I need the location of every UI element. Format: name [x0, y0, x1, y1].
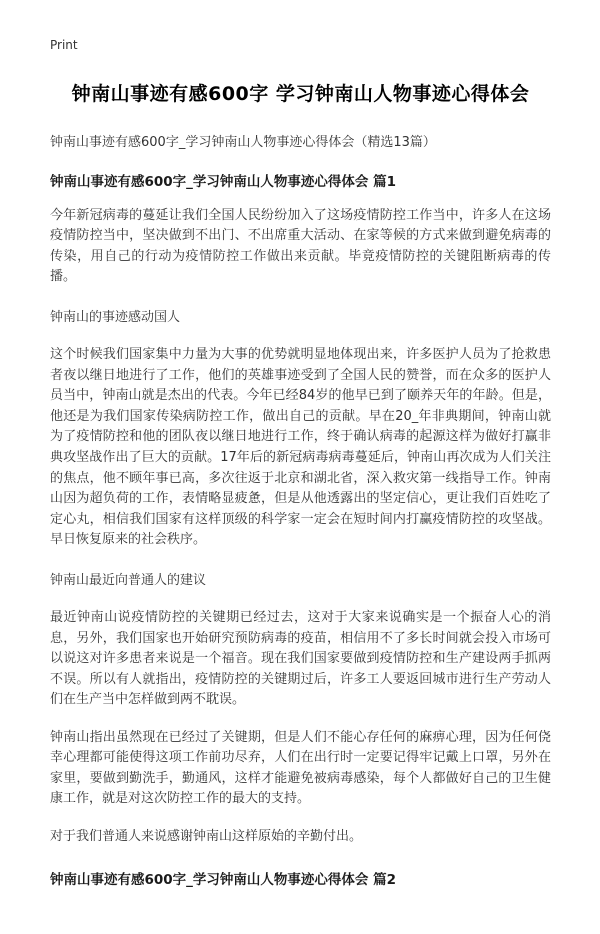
print-button[interactable]: Print	[50, 38, 78, 52]
article1-paragraph-2: 最近钟南山说疫情防控的关键期已经过去，这对于大家来说确实是一个振奋人心的消息，另外，我们国家也开始研究预防病毒的疫苗，相信用不了多长时间就会投入市场可以说这对许多患者来说是一个福音。现在我们国家要做到疫情防控和生产建设两手抓两不误。所以有人就指出，疫情防控的关键期过后，许多工人要返回城市进行生产劳动人们在生产当中怎样做到两不耽误。	[50, 610, 551, 708]
article1-paragraph-1: 这个时候我们国家集中力量为大事的优势就明显地体现出来，许多医护人员为了抢救患者夜以继日地进行了工作，他们的英雄事迹受到了全国人民的赞誉，而在众多的医护人员当中，钟南山就是杰出的代表。今年已经84岁的他早已到了颐养天年的年龄。但是，他还是为我们国家传染病防控工作，做出自己的贡献。早在20_年非典期间，钟南山就为了疫情防控和他的团队夜以继日地进行工作，终于确认病毒的起源这样为做好打赢非典攻坚战作出了巨大的贡献。17年后的新冠病毒病毒蔓延后，钟南山再次成为人们关注的焦点，他不顾年事已高，多次往返于北京和湖北省，深入救灾第一线指导工作。钟南山因为超负荷的工作，表情略显疲惫，但是从他透露出的坚定信心，更让我们百姓吃了定心丸，相信我们国家有这样顶级的科学家一定会在短时间内打赢疫情防控的攻坚战。早日恢复原来的社会秩序。	[50, 347, 551, 548]
article2-heading: 钟南山事迹有感600字_学习钟南山人物事迹心得体会 篇2	[50, 871, 397, 888]
page-title: 钟南山事迹有感600字 学习钟南山人物事迹心得体会	[71, 83, 530, 105]
article1-paragraph-3: 钟南山指出虽然现在已经过了关键期，但是人们不能心存任何的麻痹心理，因为任何侥幸心理都可能使得这项工作前功尽弃，人们在出行时一定要记得牢记戴上口罩，另外在家里，要做到勤洗手，勤通风，这样才能避免被病毒感染，每个人都做好自己的卫生健康工作，就是对这次防控工作的最大的支持。	[50, 729, 551, 807]
article1-subheading-1: 钟南山的事迹感动国人	[50, 309, 181, 325]
document-subtitle: 钟南山事迹有感600字_学习钟南山人物事迹心得体会（精选13篇）	[50, 134, 436, 150]
article1-subheading-2: 钟南山最近向普通人的建议	[50, 572, 207, 588]
article1-paragraph-4: 对于我们普通人来说感谢钟南山这样原始的辛勤付出。	[50, 828, 363, 844]
article1-intro-paragraph: 今年新冠病毒的蔓延让我们全国人民纷纷加入了这场疫情防控工作当中，许多人在这场疫情防控当中，坚决做到不出门、不出席重大活动、在家等候的方式来做到避免病毒的传染，用自己的行动为疫情防控工作做出来贡献。毕竟疫情防控的关键阻断病毒的传播。	[50, 207, 551, 285]
article1-heading: 钟南山事迹有感600字_学习钟南山人物事迹心得体会 篇1	[50, 173, 397, 190]
